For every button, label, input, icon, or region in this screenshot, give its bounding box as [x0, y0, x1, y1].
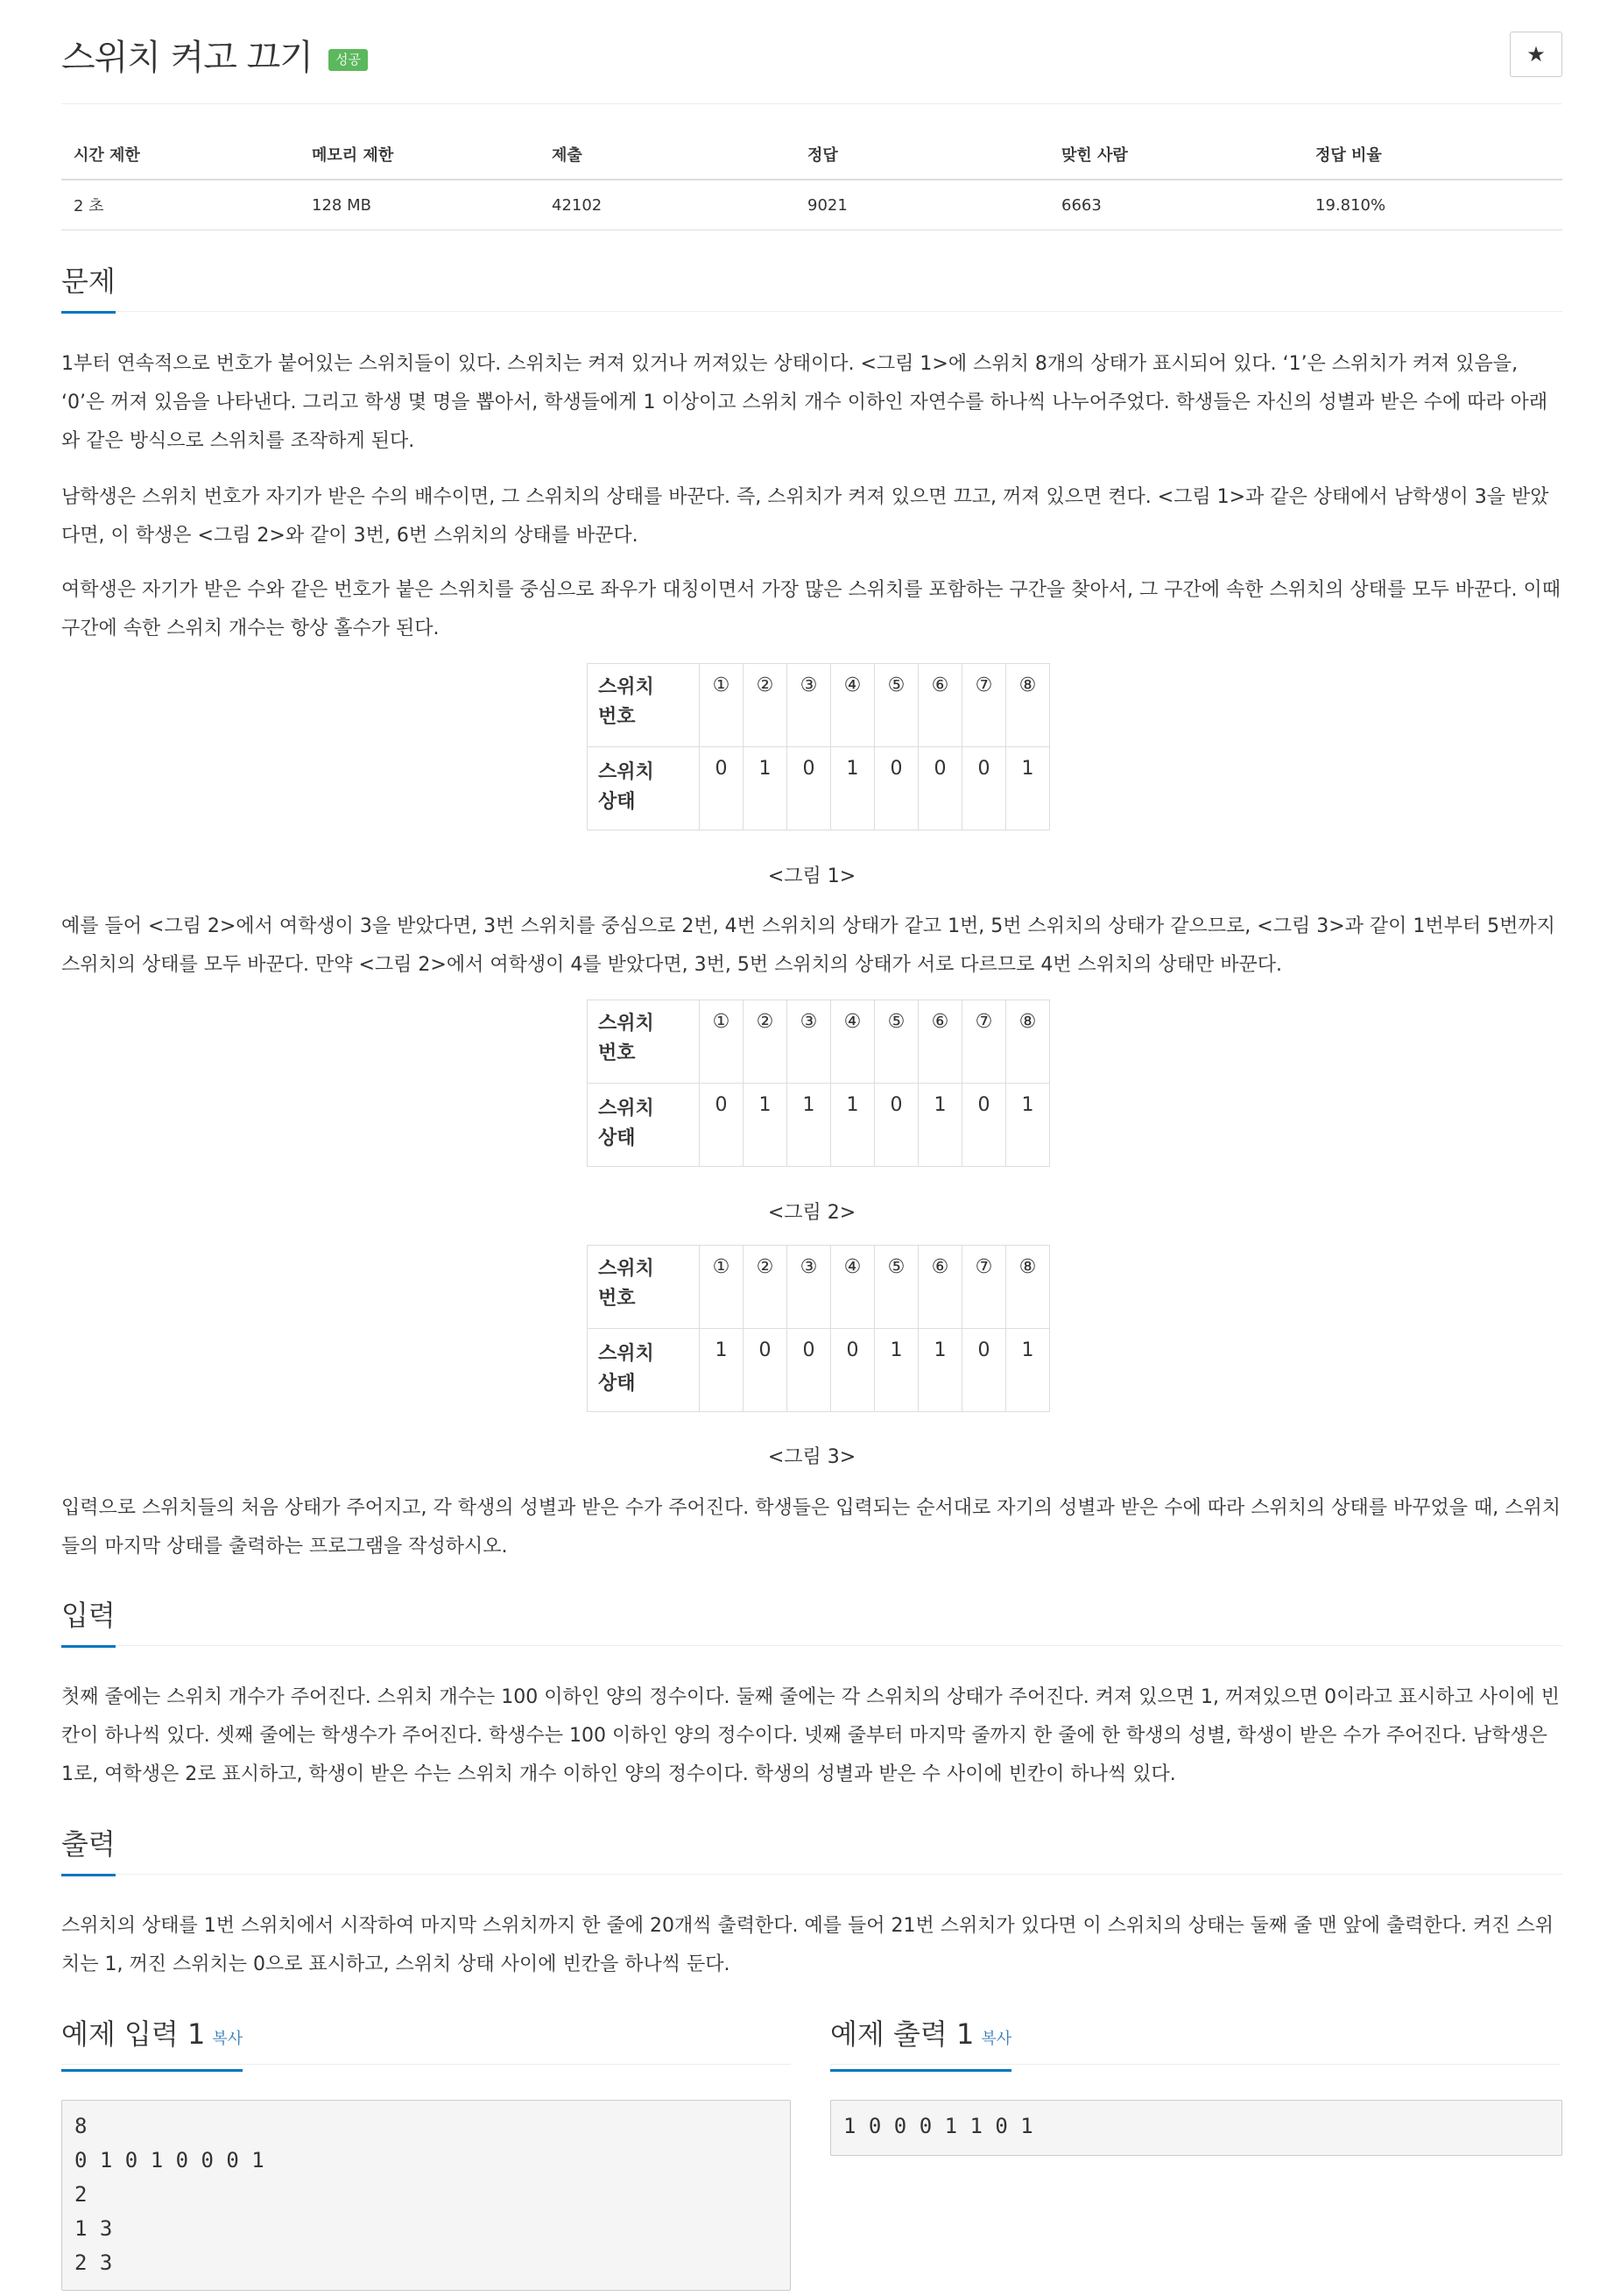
switch-state: 1	[831, 1084, 875, 1167]
sample-input-title: 예제 입력 1	[61, 2017, 206, 2051]
switch-number: ②	[744, 664, 787, 747]
switch-number: ⑤	[875, 1246, 919, 1329]
copy-sample-output-link[interactable]: 복사	[981, 2030, 1012, 2048]
output-heading: 출력	[61, 1825, 116, 1876]
output-description: 스위치의 상태를 1번 스위치에서 시작하여 마지막 스위치까지 한 줄에 20개씩 출력한다. 예를 들어 21번 스위치가 있다면 이 스위치의 상태는 둘째 줄 맨 앞에 출력한다. 켜진 스위치는 1, 꺼진 스위치는 0으로 표시하고, 스위치 상태 사이에 빈칸을 하나씩 둔다.	[61, 1915, 1554, 1975]
switch-state: 0	[787, 747, 831, 830]
figure-3-caption: <그림 3>	[767, 1446, 856, 1468]
info-header-submissions: 제출	[539, 130, 795, 180]
sample-input-header	[61, 2015, 791, 2065]
switch-number: ④	[831, 1000, 875, 1084]
problem-page	[61, 0, 1562, 2275]
sample-output-box[interactable]: 1 0 0 0 1 1 0 1	[830, 2100, 1562, 2156]
problem-paragraph-4: 예를 들어 <그림 2>에서 여학생이 3을 받았다면, 3번 스위치를 중심으로 2번, 4번 스위치의 상태가 같고 1번, 5번 스위치의 상태가 같으므로, <그림 3>과 같이 1번부터 5번까지 스위치의 상태를 모두 바꾼다. 만약 <그림 2>에서 여학생이 4를 받았다면, 3번, 5번 스위치의 상태가 서로 다르므로 4번 스위치의 상태만 바꾼다.	[61, 915, 1555, 976]
figure-2-caption: <그림 2>	[767, 1202, 856, 1224]
switch-state: 0	[962, 1329, 1006, 1412]
star-icon: ★	[1526, 42, 1546, 67]
switch-number: ⑧	[1006, 664, 1050, 747]
switch-state: 1	[744, 1084, 787, 1167]
info-header-row	[61, 130, 1562, 180]
switch-state-row	[588, 747, 1050, 830]
row-header-state: 스위치 상태	[588, 747, 700, 830]
switch-number: ⑧	[1006, 1246, 1050, 1329]
input-section-header	[61, 1596, 1562, 1646]
switch-number: ①	[700, 1246, 744, 1329]
switch-state: 1	[700, 1329, 744, 1412]
figure-3-table	[587, 1245, 1050, 1412]
input-heading: 입력	[61, 1596, 116, 1648]
switch-number: ②	[744, 1246, 787, 1329]
switch-state: 1	[919, 1329, 962, 1412]
problem-paragraph-3: 여학생은 자기가 받은 수와 같은 번호가 붙은 스위치를 중심으로 좌우가 대칭이면서 가장 많은 스위치를 포함하는 구간을 찾아서, 그 구간에 속한 스위치의 상태를 모두 바꾼다. 이때 구간에 속한 스위치 개수는 항상 홀수가 된다.	[61, 579, 1561, 639]
info-header-memory-limit: 메모리 제한	[300, 130, 539, 180]
switch-state: 1	[787, 1084, 831, 1167]
switch-number-row	[588, 1246, 1050, 1329]
figure-1-caption: <그림 1>	[767, 865, 856, 887]
input-description: 첫째 줄에는 스위치 개수가 주어진다. 스위치 개수는 100 이하인 양의 정수이다. 둘째 줄에는 각 스위치의 상태가 주어진다. 켜져 있으면 1, 꺼져있으면 0이라고 표시하고 사이에 빈칸이 하나씩 있다. 셋째 줄에는 학생수가 주어진다. 학생수는 100 이하인 양의 정수이다. 넷째 줄부터 마지막 줄까지 한 줄에 한 학생의 성별, 학생이 받은 수가 주어진다. 남학생은 1로, 여학생은 2로 표시하고, 학생이 받은 수는 스위치 개수 이하인 양의 정수이다. 학생의 성별과 받은 수 사이에 빈칸이 하나씩 있다.	[61, 1686, 1560, 1785]
status-badge: 성공	[328, 49, 368, 71]
switch-state-row	[588, 1084, 1050, 1167]
info-value-time-limit: 2 초	[61, 180, 300, 230]
switch-state: 0	[744, 1329, 787, 1412]
problem-paragraph-1: 1부터 연속적으로 번호가 붙어있는 스위치들이 있다. 스위치는 켜져 있거나 꺼져있는 상태이다. <그림 1>에 스위치 8개의 상태가 표시되어 있다. ‘1’은 스위치가 켜져 있음을, ‘0’은 꺼져 있음을 나타낸다. 그리고 학생 몇 명을 뽑아서, 학생들에게 1 이상이고 스위치 개수 이하인 자연수를 하나씩 나누어주었다. 학생들은 자신의 성별과 받은 수에 따라 아래와 같은 방식으로 스위치를 조작하게 된다.	[61, 353, 1548, 452]
switch-number: ⑦	[962, 1000, 1006, 1084]
figure-1-table	[587, 663, 1050, 830]
switch-state: 0	[919, 747, 962, 830]
switch-state: 0	[700, 1084, 744, 1167]
switch-state: 1	[1006, 1329, 1050, 1412]
switch-state: 0	[787, 1329, 831, 1412]
switch-number: ⑤	[875, 1000, 919, 1084]
switch-number-row	[588, 1000, 1050, 1084]
info-value-accepted: 9021	[795, 180, 1049, 230]
switch-state: 1	[744, 747, 787, 830]
switch-number: ③	[787, 1246, 831, 1329]
info-value-ratio: 19.810%	[1303, 180, 1562, 230]
sample-output-title: 예제 출력 1	[830, 2017, 975, 2051]
problem-paragraph-5: 입력으로 스위치들의 처음 상태가 주어지고, 각 학생의 성별과 받은 수가 주어진다. 학생들은 입력되는 순서대로 자기의 성별과 받은 수에 따라 스위치의 상태를 바꾸었을 때, 스위치들의 마지막 상태를 출력하는 프로그램을 작성하시오.	[61, 1497, 1561, 1558]
switch-state: 0	[700, 747, 744, 830]
switch-number: ①	[700, 664, 744, 747]
problem-info-table	[61, 130, 1562, 230]
switch-number: ⑥	[919, 1000, 962, 1084]
switch-state: 0	[875, 1084, 919, 1167]
sample-input-heading	[61, 2015, 243, 2072]
figure-2-table	[587, 1000, 1050, 1167]
problem-section-header	[61, 262, 1562, 312]
switch-state: 1	[919, 1084, 962, 1167]
info-value-submissions: 42102	[539, 180, 795, 230]
switch-state-row	[588, 1329, 1050, 1412]
row-header-number: 스위치 번호	[588, 1000, 700, 1084]
row-header-number: 스위치 번호	[588, 664, 700, 747]
switch-number: ⑦	[962, 1246, 1006, 1329]
problem-paragraph-2: 남학생은 스위치 번호가 자기가 받은 수의 배수이면, 그 스위치의 상태를 바꾼다. 즉, 스위치가 켜져 있으면 끄고, 꺼져 있으면 켠다. <그림 1>과 같은 상태에서 남학생이 3을 받았다면, 이 학생은 <그림 2>와 같이 3번, 6번 스위치의 상태를 바꾼다.	[61, 486, 1549, 547]
switch-state: 0	[962, 747, 1006, 830]
info-value-row	[61, 180, 1562, 230]
switch-number: ⑧	[1006, 1000, 1050, 1084]
switch-number: ⑦	[962, 664, 1006, 747]
info-header-solved-users: 맞힌 사람	[1049, 130, 1303, 180]
row-header-state: 스위치 상태	[588, 1329, 700, 1412]
copy-sample-input-link[interactable]: 복사	[212, 2030, 243, 2048]
output-section-header	[61, 1825, 1562, 1875]
switch-number: ⑥	[919, 1246, 962, 1329]
switch-number-row	[588, 664, 1050, 747]
switch-number: ③	[787, 664, 831, 747]
switch-state: 0	[875, 747, 919, 830]
info-value-solved-users: 6663	[1049, 180, 1303, 230]
switch-state: 0	[831, 1329, 875, 1412]
switch-number: ④	[831, 1246, 875, 1329]
info-value-memory-limit: 128 MB	[300, 180, 539, 230]
switch-state: 1	[831, 747, 875, 830]
switch-number: ⑥	[919, 664, 962, 747]
title-row	[61, 0, 1562, 104]
switch-number: ①	[700, 1000, 744, 1084]
switch-number: ④	[831, 664, 875, 747]
sample-output-header	[830, 2015, 1560, 2065]
problem-title: 스위치 켜고 끄기	[61, 38, 313, 78]
star-button[interactable]	[1510, 32, 1562, 77]
sample-output-heading	[830, 2015, 1011, 2072]
switch-number: ③	[787, 1000, 831, 1084]
switch-state: 1	[1006, 747, 1050, 830]
switch-number: ⑤	[875, 664, 919, 747]
info-header-accepted: 정답	[795, 130, 1049, 180]
row-header-state: 스위치 상태	[588, 1084, 700, 1167]
problem-heading: 문제	[61, 262, 116, 314]
switch-number: ②	[744, 1000, 787, 1084]
row-header-number: 스위치 번호	[588, 1246, 700, 1329]
switch-state: 0	[962, 1084, 1006, 1167]
info-header-time-limit: 시간 제한	[61, 130, 300, 180]
sample-input-box[interactable]: 8 0 1 0 1 0 0 0 1 2 1 3 2 3	[61, 2100, 791, 2291]
info-header-ratio: 정답 비율	[1303, 130, 1562, 180]
switch-state: 1	[1006, 1084, 1050, 1167]
switch-state: 1	[875, 1329, 919, 1412]
